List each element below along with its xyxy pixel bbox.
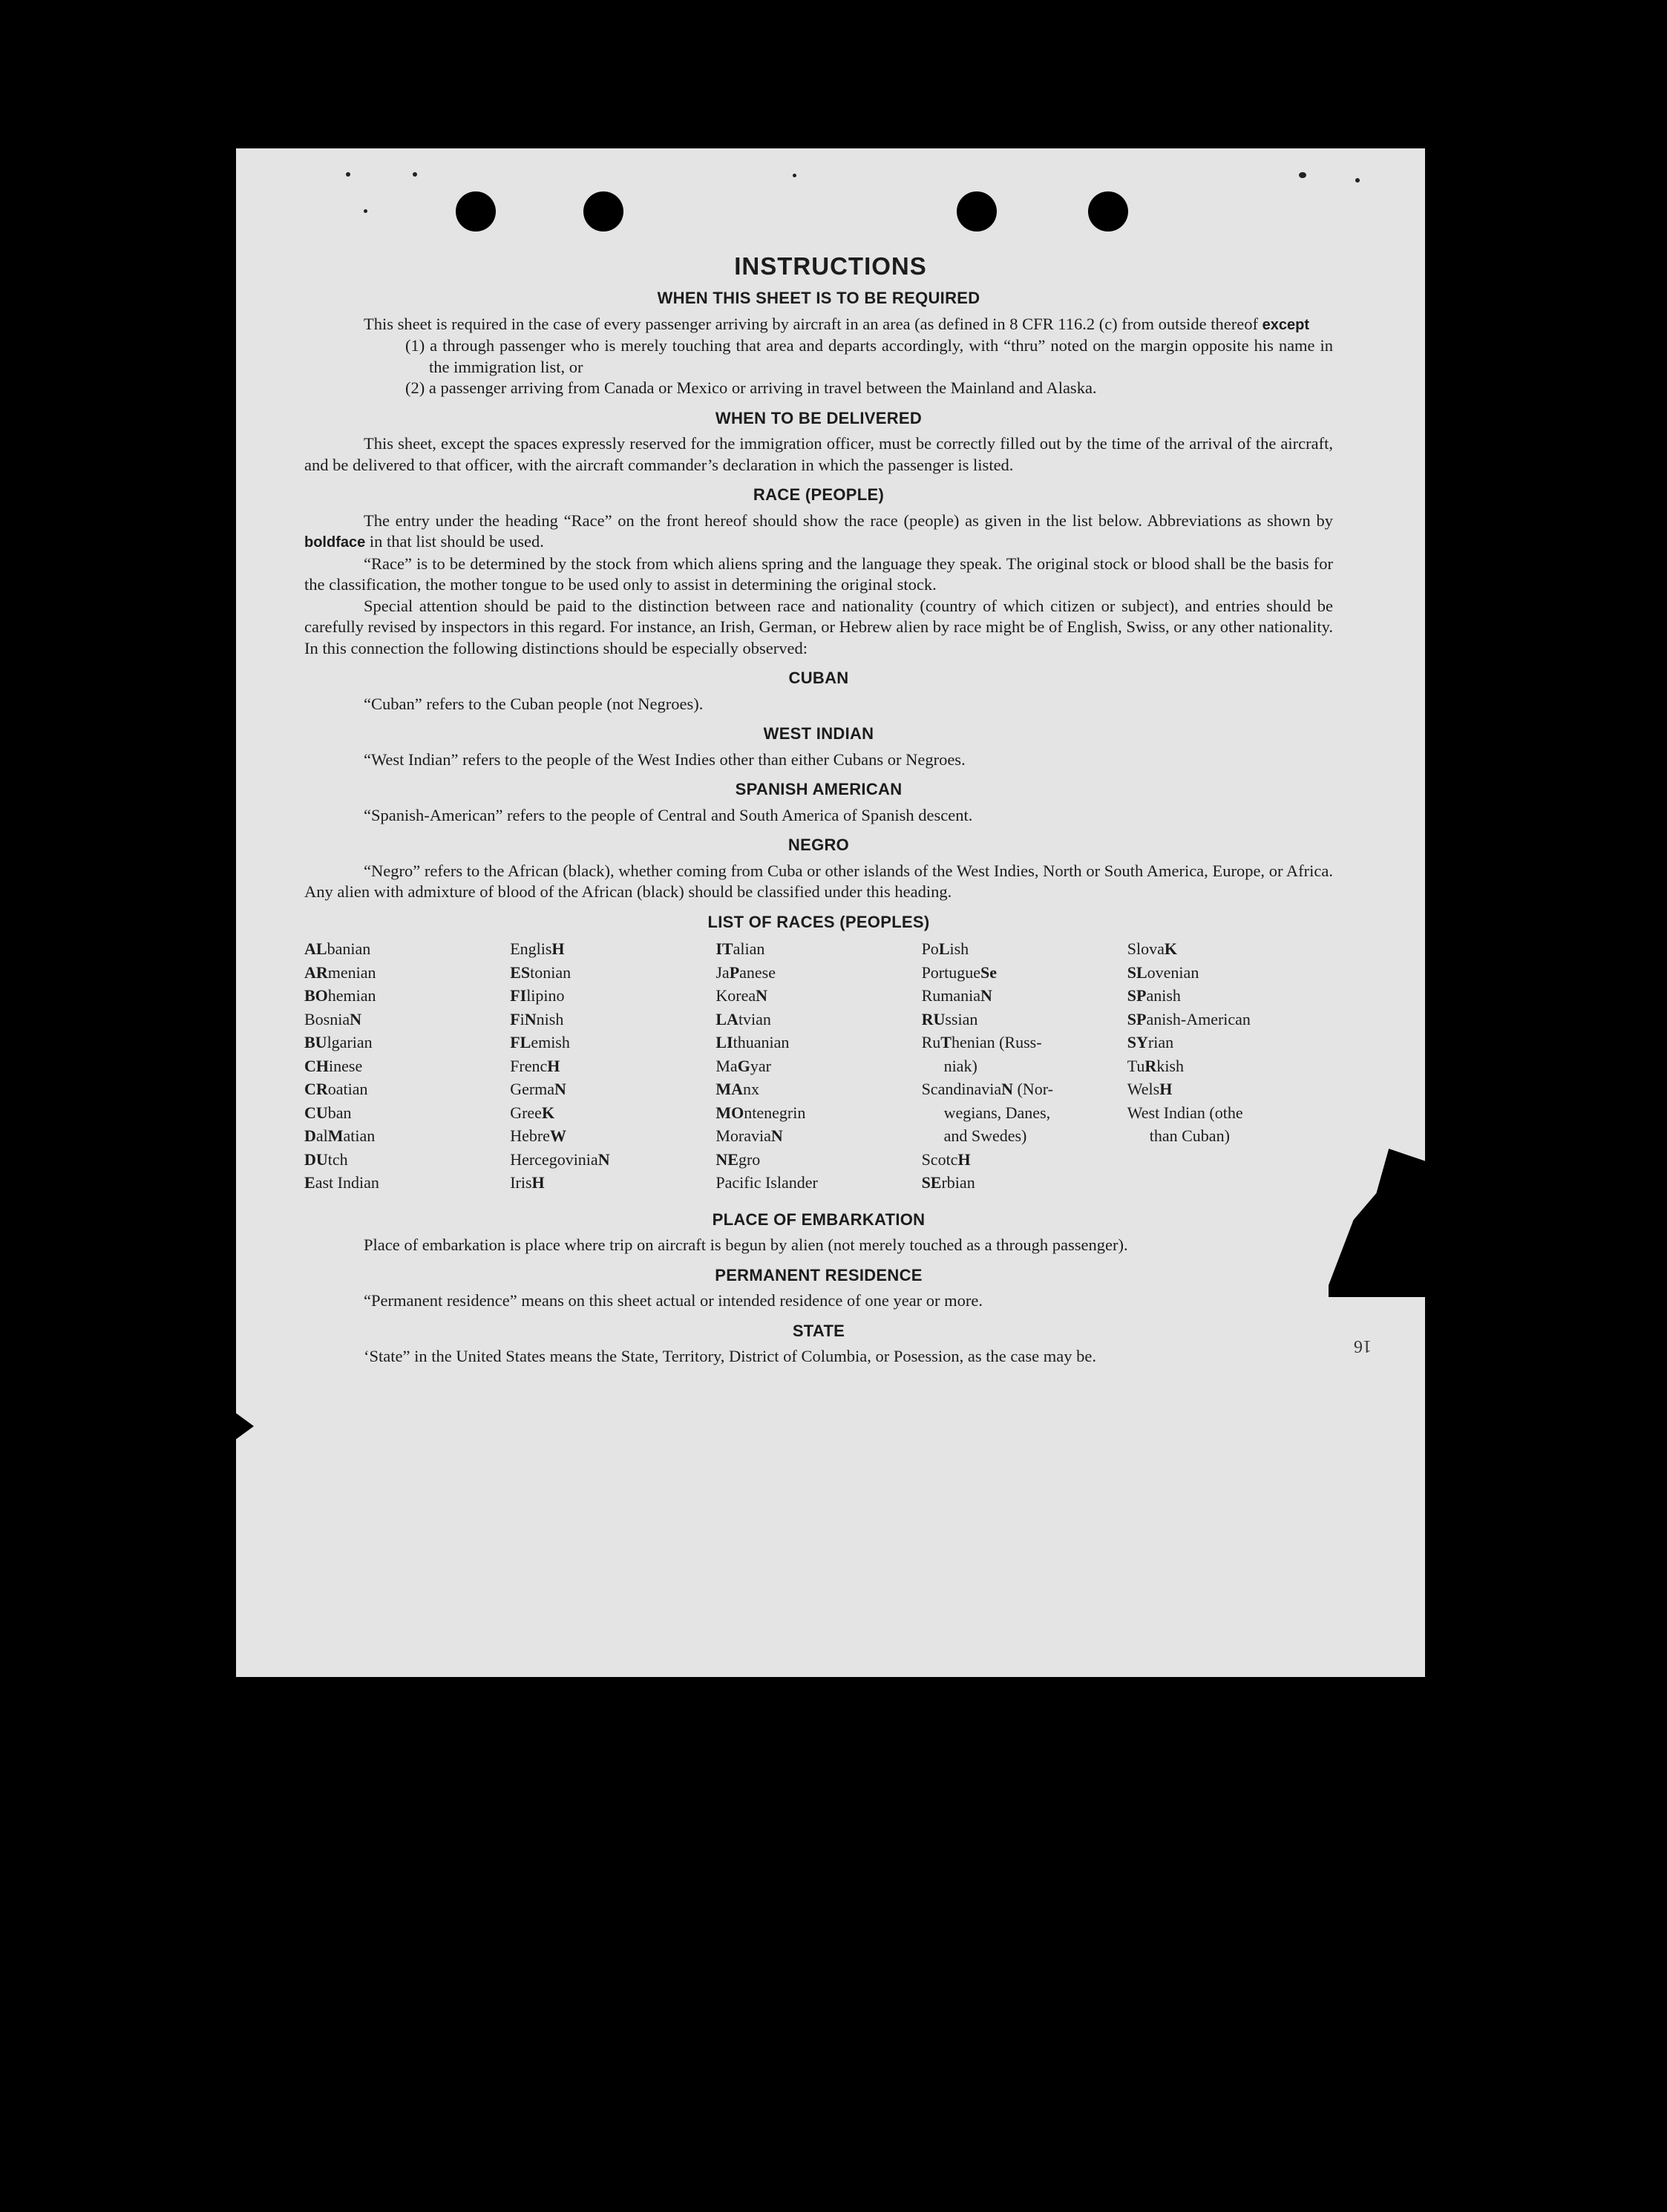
- speck: [1355, 178, 1360, 183]
- race-entry: GermaN: [510, 1080, 566, 1098]
- heading-state: STATE: [792, 1321, 845, 1340]
- heading-when-required: WHEN THIS SHEET IS TO BE REQUIRED: [657, 289, 980, 307]
- race-entry: PortugueSe: [921, 962, 998, 982]
- heading-race: RACE (PEOPLE): [753, 485, 885, 504]
- race-entry: DUtch: [304, 1149, 348, 1169]
- instruction-sheet: [236, 148, 1425, 1677]
- race-entry: CRoatian: [304, 1080, 368, 1098]
- except-bold: except: [1262, 316, 1309, 333]
- race-entry: RumaniaN: [921, 986, 992, 1005]
- race-entry: MOntenegrin: [715, 1103, 806, 1122]
- race-entry: HercegoviniaN: [510, 1149, 610, 1169]
- race-entry: SYrian: [1127, 1033, 1174, 1051]
- race-entry: LIthuanian: [715, 1033, 790, 1051]
- heading-west-indian: WEST INDIAN: [763, 724, 874, 743]
- race-entry: East Indian: [304, 1173, 379, 1192]
- race-entry: ScandinaviaN (Nor- wegians, Danes, and Swedes): [921, 1080, 1053, 1145]
- race-entry: EnglisH: [510, 939, 565, 958]
- race-entry: WelsH: [1127, 1080, 1173, 1098]
- state-text: ‘State” in the United States means the State, Territory, District of Columbia, or Posession, as the case may be.: [364, 1347, 1096, 1365]
- races-column: [715, 937, 921, 1195]
- speck: [346, 172, 350, 177]
- race-entry: FLemish: [510, 1033, 570, 1051]
- race-entry: BUlgarian: [304, 1033, 373, 1051]
- race-entry: BOhemian: [304, 986, 376, 1005]
- when-required-intro: This sheet is required in the case of every passenger arriving by aircraft in an area (as defined in 8 CFR 116.2 (c) from outside thereof except: [364, 314, 1309, 333]
- speck: [413, 172, 417, 177]
- page-title: INSTRUCTIONS: [734, 252, 927, 280]
- race-entry: EStonian: [510, 962, 572, 982]
- heading-cuban: CUBAN: [788, 669, 849, 687]
- race-entry: KoreaN: [715, 986, 768, 1005]
- race-entry: GreeK: [510, 1103, 555, 1122]
- embarkation-text: Place of embarkation is place where trip on aircraft is begun by alien (not merely touched as a through passenger).: [364, 1235, 1128, 1254]
- race-entry: FrencH: [510, 1056, 560, 1075]
- race-entry: IrisH: [510, 1173, 545, 1192]
- race-entry: SlovaK: [1127, 939, 1177, 958]
- race-entry: MaGyar: [715, 1056, 771, 1075]
- race-entry: FIlipino: [510, 986, 565, 1005]
- heading-list-of-races: LIST OF RACES (PEOPLES): [707, 912, 930, 931]
- race-entry: LAtvian: [715, 1009, 771, 1028]
- punch-hole: [1088, 191, 1128, 232]
- punch-hole: [583, 191, 623, 232]
- exception-2: (2) a passenger arriving from Canada or Mexico or arriving in travel between the Mainland and Alaska.: [405, 378, 1097, 397]
- race-entry: Pacific Islander: [715, 1173, 818, 1192]
- exception-1: (1) a through passenger who is merely touching that area and departs accordingly, with “thru” noted on the margin opposite his name in the immigration list, or: [405, 336, 1333, 376]
- heading-when-delivered: WHEN TO BE DELIVERED: [715, 408, 923, 427]
- heading-spanish-american: SPANISH AMERICAN: [735, 780, 903, 798]
- race-entry: FiNnish: [510, 1009, 564, 1028]
- race-entry: SPanish-American: [1127, 1009, 1251, 1028]
- when-delivered-text: This sheet, except the spaces expressly reserved for the immigration officer, must be correctly filled out by the time of the arrival of the aircraft, and be delivered to that officer, with the aircraft commander’s declaration in which the passenger is listed.: [304, 434, 1333, 474]
- race-entry: HebreW: [510, 1126, 566, 1145]
- race-entry: JaPanese: [715, 962, 776, 982]
- race-entry: BosniaN: [304, 1009, 362, 1028]
- race-entry: CHinese: [304, 1056, 363, 1075]
- race-entry: CUban: [304, 1103, 352, 1122]
- margin-number: 16: [1354, 1336, 1372, 1356]
- speck: [793, 174, 796, 177]
- race-paragraph-1: The entry under the heading “Race” on the front hereof should show the race (people) as given in the list below. Abbreviations as shown by boldface in that list should be used.: [304, 511, 1333, 551]
- west-indian-text: “West Indian” refers to the people of the West Indies other than either Cubans or Negroes.: [364, 749, 966, 769]
- race-paragraph-2: “Race” is to be determined by the stock from which aliens spring and the language they speak. The original stock or blood shall be the basis for the classification, the mother tongue to be used only to assist in determining the original stock.: [304, 554, 1333, 594]
- boldface-word: boldface: [304, 534, 366, 551]
- heading-negro: NEGRO: [787, 836, 850, 854]
- race-paragraph-3: Special attention should be paid to the distinction between race and nationality (country of which citizen or subject), and entries should be carefully revised by inspectors in this regard. For instance, an Irish, German, or Hebrew alien by race might be of English, Swiss, or any other nationality. In this connection the following distinctions should be especially observed:: [304, 596, 1333, 657]
- race-entry: ITalian: [715, 939, 765, 958]
- races-column: [510, 937, 715, 1195]
- speck: [364, 209, 367, 213]
- races-column: [1127, 937, 1333, 1195]
- cuban-text: “Cuban” refers to the Cuban people (not Negroes).: [364, 694, 704, 713]
- race-entry: SPanish: [1127, 986, 1181, 1005]
- spanish-american-text: “Spanish-American” refers to the people of Central and South America of Spanish descent.: [364, 805, 973, 824]
- punch-hole: [456, 191, 496, 232]
- race-entry: NEgro: [715, 1149, 761, 1169]
- race-entry: SErbian: [921, 1173, 975, 1192]
- race-entry: MoraviaN: [715, 1126, 783, 1145]
- race-entry: MAnx: [715, 1080, 760, 1098]
- instructions-body: [304, 288, 1333, 1368]
- race-entry: DalMatian: [304, 1126, 376, 1145]
- punch-hole: [957, 191, 997, 232]
- race-entry: SLovenian: [1127, 962, 1199, 982]
- residence-text: “Permanent residence” means on this sheet actual or intended residence of one year or more.: [364, 1291, 983, 1310]
- speck: [1299, 172, 1306, 178]
- race-entry: RuThenian (Russ- niak): [921, 1033, 1042, 1075]
- heading-embarkation: PLACE OF EMBARKATION: [712, 1210, 926, 1229]
- race-entry: ALbanian: [304, 939, 371, 958]
- races-list: [304, 937, 1333, 1195]
- race-entry: PoLish: [921, 939, 969, 958]
- race-entry: ScotcH: [921, 1149, 971, 1169]
- heading-permanent-residence: PERMANENT RESIDENCE: [715, 1265, 923, 1284]
- race-entry: West Indian (othe than Cuban): [1127, 1103, 1243, 1145]
- race-entry: RUssian: [921, 1009, 978, 1028]
- races-column: [922, 937, 1127, 1195]
- negro-text: “Negro” refers to the African (black), whether coming from Cuba or other islands of the West Indies, North or South America, Europe, or Africa. Any alien with admixture of blood of the African (black) should be classified under this heading.: [304, 861, 1333, 901]
- races-column: [304, 937, 510, 1195]
- race-entry: ARmenian: [304, 962, 376, 982]
- race-entry: TuRkish: [1127, 1056, 1184, 1075]
